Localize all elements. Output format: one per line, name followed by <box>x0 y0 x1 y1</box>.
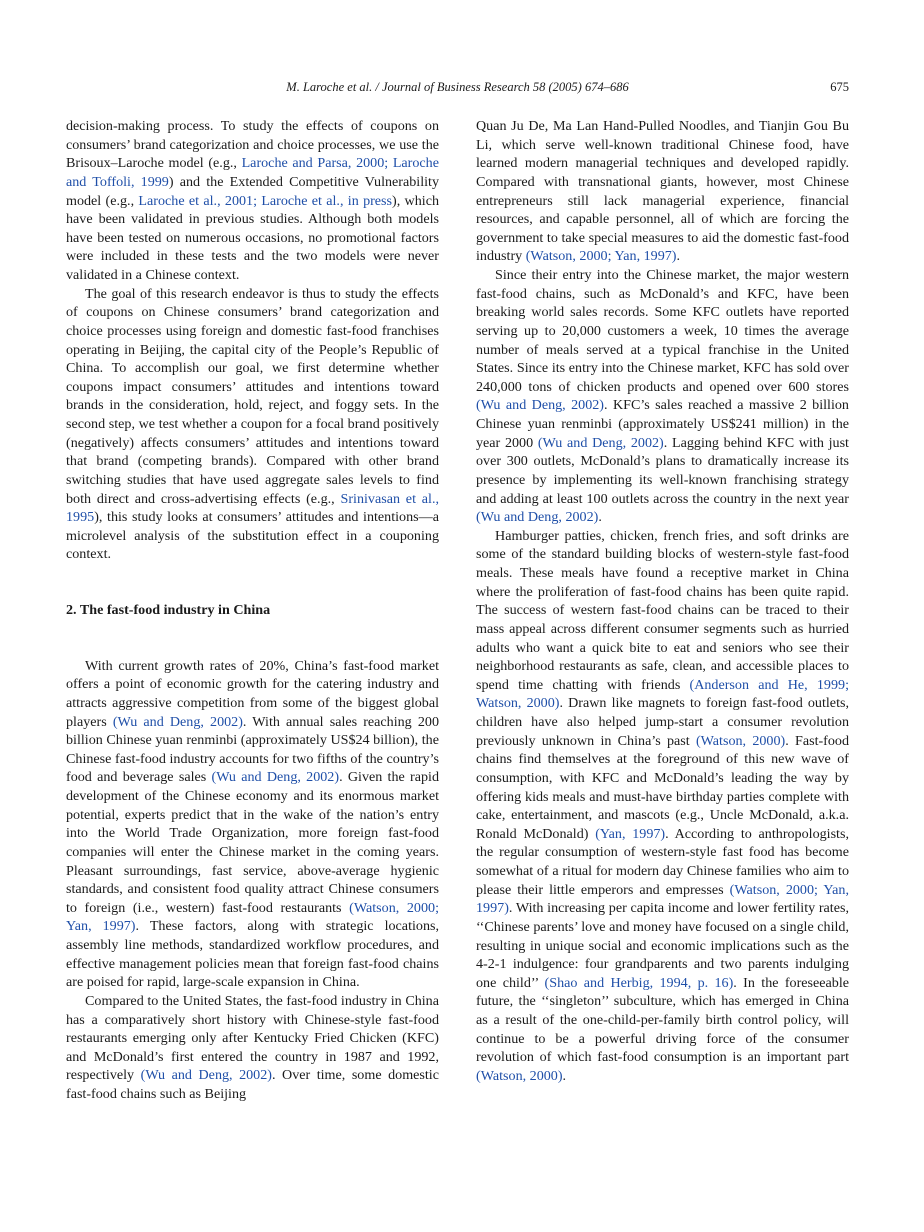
section-heading: 2. The fast-food industry in China <box>66 602 271 618</box>
text-run: . These factors, along with strategic locations, assembly line methods, standardized workflow procedures, and effective management policies mean that foreign fast-food chains are poised for rapid, large-scale expansion in China. <box>66 918 439 991</box>
text-run: . With annual sales reaching 200 billion Chinese yuan renminbi (approximately US$24 billion), the Chinese fast-food industry accounts for two fifths of the country’s food and beverage sales <box>66 713 439 786</box>
citation-link[interactable]: (Watson, 2000; Yan, 1997) <box>476 881 850 917</box>
citation-link[interactable]: (Wu and Deng, 2002) <box>140 1067 272 1084</box>
citation-link[interactable]: (Wu and Deng, 2002) <box>476 397 605 414</box>
paragraph <box>476 117 849 266</box>
citation-link[interactable]: (Watson, 2000; Yan, 1997) <box>66 899 439 935</box>
citation-link[interactable]: (Wu and Deng, 2002) <box>112 713 243 730</box>
right-column <box>476 117 849 1086</box>
paragraph <box>476 527 849 1086</box>
citation-link[interactable]: (Anderson and He, 1999; Watson, 2000) <box>476 676 849 712</box>
left-column <box>66 117 439 1104</box>
citation-link[interactable]: (Yan, 1997) <box>595 825 666 842</box>
citation-link[interactable]: (Wu and Deng, 2002) <box>476 509 599 526</box>
text-run: With current growth rates of 20%, China’s fast-food market offers a point of economic growth for the catering industry and attracts aggressive competition from some of the biggest global players <box>66 657 439 730</box>
running-header <box>66 80 849 98</box>
text-run: . Drawn like magnets to foreign fast-food outlets, children have also helped jump-start a consumer revolution previously unknown in China’s past <box>476 695 849 749</box>
text-run: . Over time, some domestic fast-food chains such as Beijing <box>66 1067 439 1102</box>
citation-link[interactable]: Laroche et al., 2001; Laroche et al., in press <box>138 192 393 209</box>
text-run: . Fast-food chains find themselves at the foreground of this new wave of consumption, with KFC and McDonald’s leading the way by offering kids meals and must-have birthday parties complete with cake, entertainment, and mascots (e.g., Uncle McDonald, a.k.a. Ronald McDonald) <box>476 732 850 842</box>
text-run: . <box>676 248 681 265</box>
citation-link[interactable]: (Watson, 2000; Yan, 1997) <box>525 248 677 265</box>
text-run: The goal of this research endeavor is thus to study the effects of coupons on Chinese consumers’ brand categorization and choice processes using foreign and domestic fast-food franchises operating in Beijing, the capital city of the People’s Republic of China. To accomplish our goal, we first determine whether coupons impact consumers’ attitudes and intentions toward brands in the consideration, hold, reject, and foggy sets. In the second step, we test whether a coupon for a focal brand positively (negatively) affects consumers’ attitudes and intentions toward that brand (competing brands). Compared with other brand switching studies that have used aggregate sales levels to find both direct and cross-advertising effects (e.g., <box>66 285 439 507</box>
citation-link[interactable]: (Watson, 2000) <box>695 732 786 749</box>
text-run: Compared to the United States, the fast-food industry in China has a comparatively short history with Chinese-style fast-food restaurants emerging only after Kentucky Fried Chicken (KFC) and McDonald’s first entered the country in 1987 and 1992, respectively <box>66 992 439 1084</box>
text-run: decision-making process. To study the effects of coupons on consumers’ brand categorization and choice processes, we use the Brisoux–Laroche model (e.g., <box>66 118 439 172</box>
text-run: . In the foreseeable future, the ‘‘singleton’’ subculture, which has emerged in China as a result of the one-child-per-family birth control policy, will continue to be a powerful driving force of the consumer revolution of which fast-food consumption is an important part <box>476 974 850 1066</box>
text-run: . <box>562 1067 567 1084</box>
citation-link[interactable]: Srinivasan et al., 1995 <box>66 490 440 526</box>
page-number: 675 <box>830 80 849 94</box>
text-run: Since their entry into the Chinese market, the major western fast-food chains, such as McDonald’s and KFC, have been breaking world sales records. Some KFC outlets have reported serving up to 20,000 customers a week, 10 times the average number of meals served at a typical franchise in the United States. Since its entry into the Chinese market, KFC has sold over 240,000 tons of chicken products and opened over 600 stores <box>476 267 849 395</box>
text-run: . With increasing per capita income and lower fertility rates, ‘‘Chinese parents’ love and money have focused on a single child, resulting in unique social and economic implications such as the 4-2-1 indulgence: four grandparents and two parents indulging one child’’ <box>476 900 849 991</box>
text-run: ), which have been validated in previous studies. Although both models have been tested on numerous occasions, no promotional factors were included in these tests and the two models were never validated in a Chinese context. <box>66 192 439 283</box>
citation-link[interactable]: Laroche and Parsa, 2000; Laroche and Toffoli, 1999 <box>66 155 439 190</box>
journal-citation: M. Laroche et al. / Journal of Business Research 58 (2005) 674–686 <box>286 80 629 94</box>
text-run: Quan Ju De, Ma Lan Hand-Pulled Noodles, and Tianjin Gou Bu Li, which serve well-known traditional Chinese food, have learned modern managerial techniques and developed rapidly. Compared with transnational giants, however, most Chinese entrepreneurs still lack managerial experience, financial resources, and capable personnel, all of which are forcing the government to take special measures to aid the domestic fast-food industry <box>476 118 849 265</box>
text-run: . Lagging behind KFC with just over 300 outlets, McDonald’s plans to dramatically increase its presence by implementing its well-known franchising strategy and adding at least 100 outlets across the country in the next year <box>476 434 849 507</box>
paragraph <box>476 266 849 527</box>
text-run: . Given the rapid development of the Chinese economy and its enormous market potential, experts predict that in the wake of the nation’s entry into the World Trade Organization, more foreign fast-food companies will enter the Chinese market in the coming years. Pleasant surroundings, fast service, above-average hygienic standards, and consistent food quality attract Chinese consumers to foreign (i.e., western) fast-food restaurants <box>66 769 439 916</box>
text-run: ), this study looks at consumers’ attitudes and intentions—a microlevel analysis of the substitution effect in a couponing context. <box>66 509 439 563</box>
text-run: Hamburger patties, chicken, french fries, and soft drinks are some of the standard building blocks of western-style fast-food meals. These meals have found a receptive market in China where the proliferation of fast-food chains has been quite rapid. The success of western fast-food chains can be traced to their mass appeal across different consumer segments such as hurried adults who want a quick bite to eat and seniors who see their neighborhood restaurants as safe, clean, and accessible places to spend time chatting with friends <box>476 527 849 693</box>
paragraph <box>66 657 439 992</box>
citation-link[interactable]: (Shao and Herbig, 1994, p. 16) <box>544 974 734 991</box>
paragraph <box>66 117 439 285</box>
paragraph <box>66 285 439 564</box>
text-run: . <box>598 509 602 526</box>
text-run: . According to anthropologists, the regular consumption of western-style fast food has become somewhat of a ritual for modern day Chinese families who aim to please their little emperors and empresses <box>476 825 849 898</box>
paragraph <box>66 992 439 1104</box>
text-run: . KFC’s sales reached a massive 2 billion Chinese yuan renminbi (approximately US$241 million) in the year 2000 <box>476 397 849 451</box>
citation-link[interactable]: (Watson, 2000) <box>476 1067 563 1084</box>
citation-link[interactable]: (Wu and Deng, 2002) <box>211 769 340 786</box>
text-run: ) and the Extended Competitive Vulnerability model (e.g., <box>66 173 439 209</box>
citation-link[interactable]: (Wu and Deng, 2002) <box>537 434 664 451</box>
